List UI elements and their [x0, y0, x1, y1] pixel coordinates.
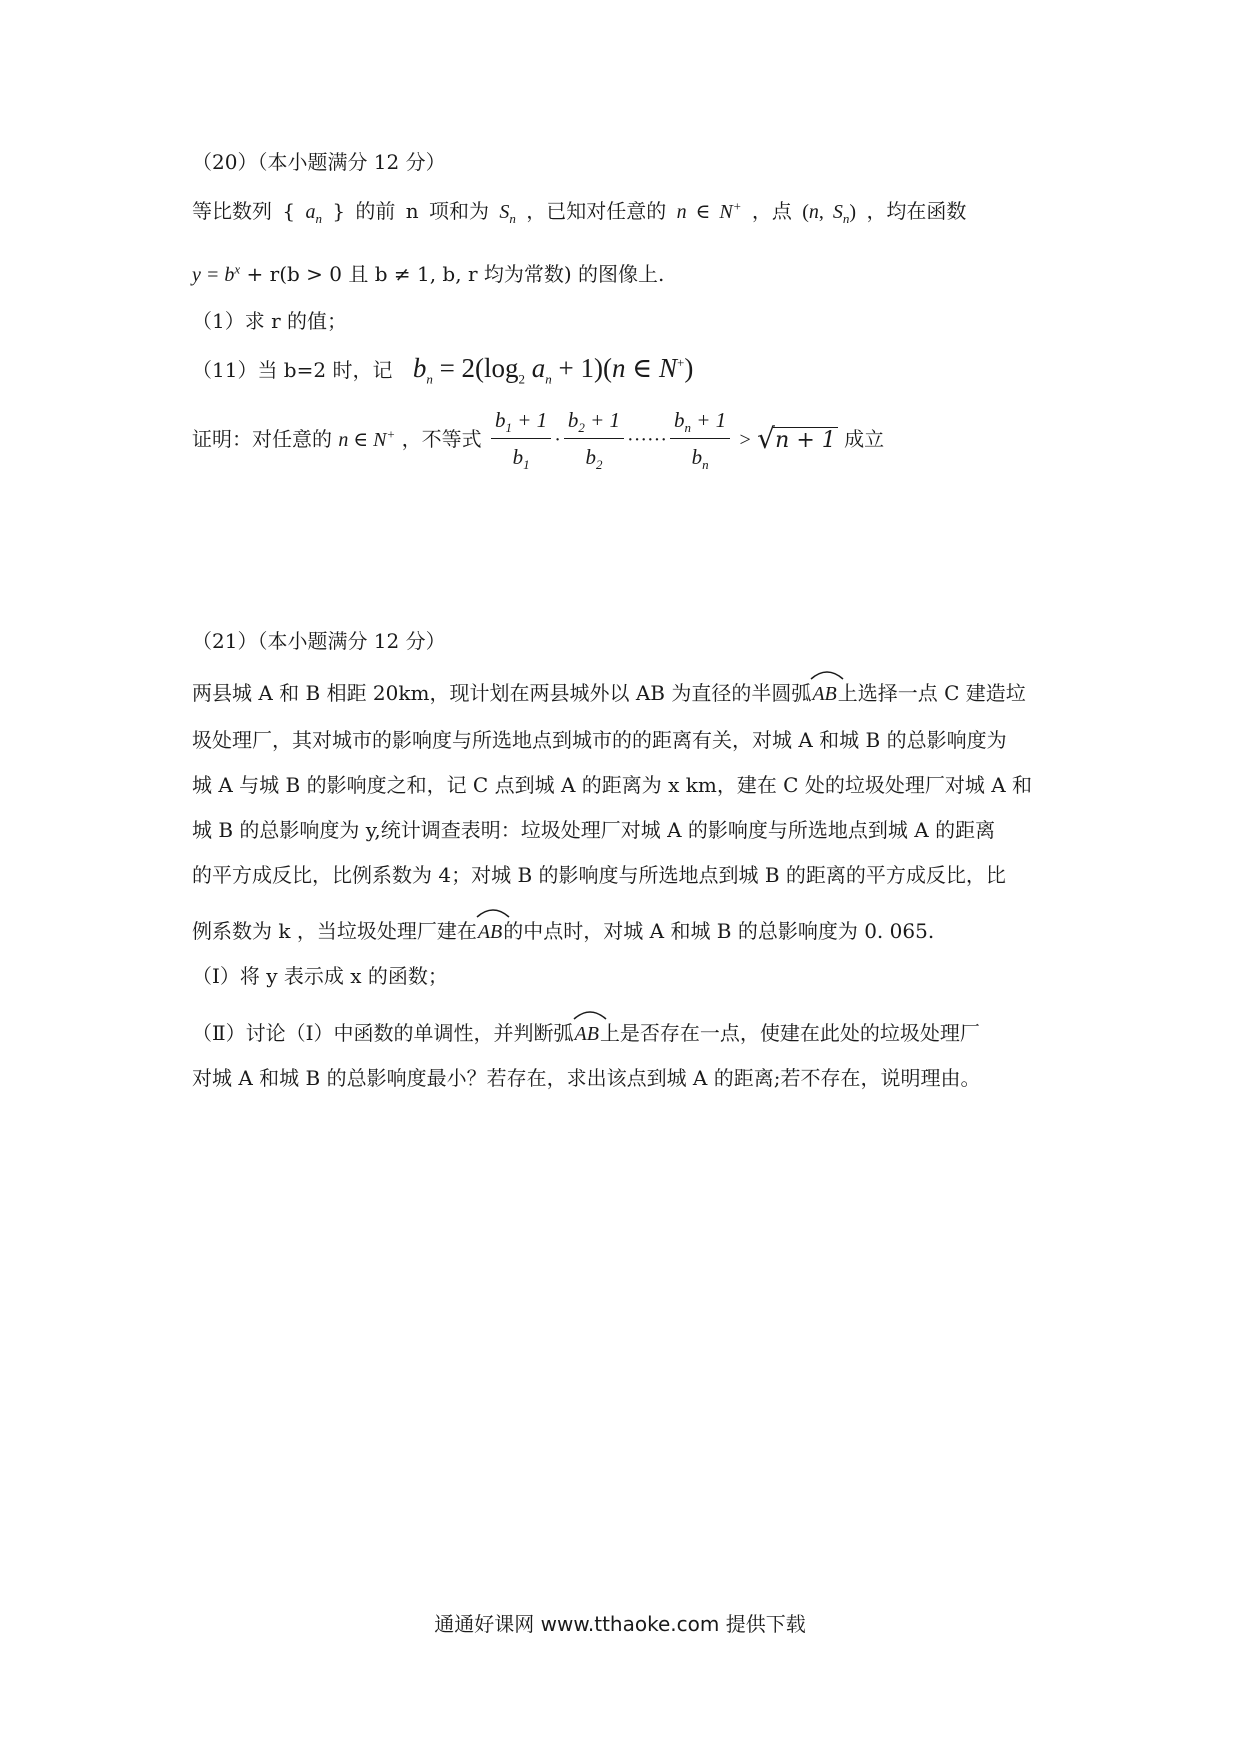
- q20-text: ，已知对任意的: [526, 199, 667, 223]
- math-a-n: $a_n$: [305, 201, 322, 226]
- q21-part2-continued: 对城 A 和城 B 的总影响度最小？若存在，求出该点到城 A 的距离;若不存在，说明理由。: [192, 1066, 981, 1090]
- q20-text: + r(b > 0 且 b ≠ 1, b, r 均为常数) 的图像上.: [246, 262, 665, 286]
- math-function: $y = b^x$: [192, 261, 241, 286]
- q20-text: 等比数列 {: [192, 199, 296, 223]
- math-fraction-n: $\frac{b_n + 1}{b_n}$: [670, 408, 730, 473]
- q20-text: ，点: [751, 199, 792, 223]
- q20-part1: （1）求 r 的值；: [192, 309, 347, 333]
- q20-text: 成立: [844, 427, 885, 452]
- arc-ab-symbol: AB: [575, 1017, 599, 1046]
- q20-part2: [192, 353, 693, 387]
- q20-text: ，不等式: [401, 427, 482, 452]
- q21-line2: 圾处理厂，其对城市的影响度与所选地点到城市的的距离有关，对城 A 和城 B 的总影响度为: [192, 728, 1007, 752]
- math-n-in-n-plus: n ∈ N+: [338, 426, 396, 452]
- math-fraction-2: $\frac{b_2 + 1}{b_2}$: [564, 408, 624, 473]
- q21-line4: 城 B 的总影响度为 y,统计调查表明：垃圾处理厂对城 A 的影响度与所选地点到城 A 的距离: [192, 818, 996, 842]
- q20-text: （11）当 b=2 时，记: [192, 358, 393, 382]
- math-sqrt: √ n + 1: [757, 422, 836, 456]
- arc-ab-symbol: AB: [812, 677, 836, 706]
- q21-line1: 两县城 A 和 B 相距 20km，现计划在两县城外以 AB 为直径的半圆弧 AB上选择一点 C 建造垃: [192, 677, 1026, 706]
- q20-statement-line1: [192, 195, 966, 227]
- math-point: (n, $S_n$): [802, 201, 857, 226]
- math-n-in-n-plus: n ∈ N+: [676, 198, 742, 223]
- math-s-n: $S_n$: [499, 201, 516, 226]
- math-b-n-definition: $b_n = 2(\log_2$ $a_n + 1)(n$ ∈ N+): [412, 353, 694, 387]
- q21-header: （21）（本小题满分 12 分）: [192, 629, 446, 653]
- q21-line6: 例系数为 k ，当垃圾处理厂建在 AB的中点时，对城 A 和城 B 的总影响度为 0. 065.: [192, 915, 934, 944]
- q20-text: ，均在函数: [866, 199, 967, 223]
- q20-header: （20）（本小题满分 12 分）: [192, 150, 446, 174]
- arc-ab-symbol: AB: [478, 915, 502, 944]
- q21-part2: （Ⅱ）讨论（I）中函数的单调性，并判断弧 AB上是否存在一点，使建在此处的垃圾处理厂: [192, 1017, 980, 1046]
- q20-text: } 的前 n 项和为: [332, 199, 489, 223]
- q20-text: 证明：对任意的: [192, 427, 332, 452]
- q21-line3: 城 A 与城 B 的影响度之和，记 C 点到城 A 的距离为 x km，建在 C 处的垃圾处理厂对城 A 和: [192, 773, 1032, 797]
- q21-line5: 的平方成反比，比例系数为 4；对城 B 的影响度与所选地点到城 B 的距离的平方成反比，比: [192, 863, 1006, 887]
- q20-statement-line2: [192, 258, 664, 287]
- page-footer: 通通好课网 www.tthaoke.com 提供下载: [434, 1612, 806, 1636]
- math-fraction-1: $\frac{b_1 + 1}{b_1}$: [491, 408, 551, 473]
- q21-part1: （I）将 y 表示成 x 的函数；: [192, 964, 448, 988]
- q20-proof: 证明：对任意的 n ∈ N+ ，不等式 $\frac{b_1 + 1}{b_1}$ · $\frac{b_2 + 1}{b_2}$ ······ $\frac{b_n + 1}{b_n}$ > √ n + 1 成立: [192, 408, 885, 473]
